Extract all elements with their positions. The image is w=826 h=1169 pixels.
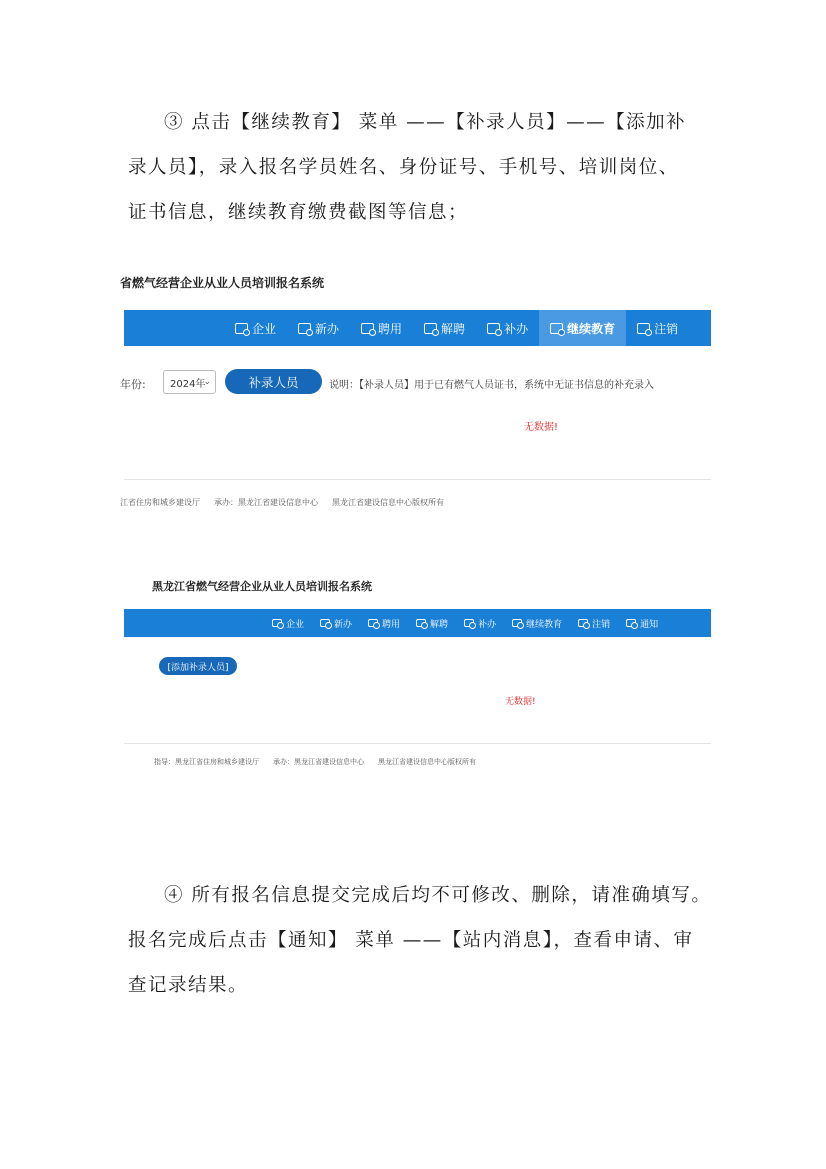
step4-line-3: 查记录结果。 (128, 975, 249, 996)
nav-label: 新办 (315, 321, 340, 336)
nav-label: 注销 (654, 321, 679, 336)
footer-guide: 指导：黑龙江省住房和城乡建设厅 (154, 758, 259, 766)
nav-label: 继续教育 (526, 619, 563, 630)
nav-item-reissue[interactable] (476, 310, 539, 346)
screenshot-continuing-education (120, 265, 711, 515)
nav-icon (368, 619, 378, 627)
nav-label: 新办 (334, 619, 353, 630)
nav-icon (424, 323, 437, 334)
nav-item-notice[interactable] (618, 609, 666, 637)
nav-item-cancel[interactable] (570, 609, 618, 637)
nav-item-hire[interactable] (360, 609, 408, 637)
instruction-step-4 (128, 873, 713, 1008)
step3-line-1: ③ 点击【继续教育】 菜单 ——【补录人员】——【添加补 (164, 112, 687, 133)
nav-item-reissue[interactable] (456, 609, 504, 637)
footer-copyright: 黑龙江省建设信息中心版权所有 (332, 498, 444, 507)
footer-organizer: 承办：黑龙江省建设信息中心 (273, 758, 364, 766)
nav-item-continuing-education[interactable] (539, 310, 626, 346)
nav-icon (637, 323, 650, 334)
nav-label: 解聘 (430, 619, 449, 630)
nav-label: 继续教育 (567, 321, 616, 336)
nav-icon (416, 619, 426, 627)
footer (154, 757, 476, 767)
no-data-message: 无数据! (505, 697, 536, 707)
footer-guide: 江省住房和城乡建设厅 (120, 498, 200, 507)
nav-label: 通知 (640, 619, 659, 630)
nav-label: 企业 (286, 619, 305, 630)
nav-label: 聘用 (378, 321, 403, 336)
year-label: 年份: (120, 378, 146, 391)
nav-item-hire[interactable] (350, 310, 413, 346)
nav-label: 解聘 (441, 321, 466, 336)
add-person-button[interactable]: 补录人员 (225, 369, 322, 394)
step3-line-2: 录人员】，录入报名学员姓名、身份证号、手机号、培训岗位、 (128, 157, 679, 178)
step3-line-3: 证书信息，继续教育缴费截图等信息； (128, 202, 469, 223)
main-nav (124, 609, 711, 637)
main-nav (124, 310, 711, 346)
nav-icon (487, 323, 500, 334)
divider (124, 479, 711, 480)
nav-item-continuing-education[interactable] (504, 609, 570, 637)
nav-icon (272, 619, 282, 627)
nav-icon (626, 619, 636, 627)
description-text: 说明：【补录人员】用于已有燃气人员证书，系统中无证书信息的补充录入 (329, 380, 654, 391)
nav-icon (512, 619, 522, 627)
nav-item-enterprise[interactable] (224, 310, 287, 346)
nav-icon (320, 619, 330, 627)
screenshot-add-supplement (124, 571, 711, 771)
footer (120, 497, 444, 508)
instruction-step-3 (128, 100, 713, 235)
nav-icon (235, 323, 248, 334)
nav-item-dismiss[interactable] (408, 609, 456, 637)
nav-label: 企业 (252, 321, 277, 336)
nav-icon (550, 323, 563, 334)
nav-label: 聘用 (382, 619, 401, 630)
year-select-value: 2024年 (170, 378, 206, 390)
nav-icon (298, 323, 311, 334)
nav-item-new[interactable] (287, 310, 350, 346)
chevron-down-icon: ⌄ (203, 377, 211, 387)
nav-item-cancel[interactable] (626, 310, 689, 346)
nav-icon (464, 619, 474, 627)
nav-icon (361, 323, 374, 334)
system-title: 黑龙江省燃气经营企业从业人员培训报名系统 (152, 580, 372, 593)
footer-organizer: 承办：黑龙江省建设信息中心 (214, 498, 318, 507)
step4-line-2: 报名完成后点击【通知】 菜单 ——【站内消息】，查看申请、审 (128, 930, 694, 951)
footer-copyright: 黑龙江省建设信息中心版权所有 (378, 758, 476, 766)
nav-label: 补办 (504, 321, 529, 336)
year-select[interactable] (163, 370, 216, 394)
add-supplement-button[interactable]: [添加补录人员] (159, 657, 237, 675)
nav-item-dismiss[interactable] (413, 310, 476, 346)
nav-label: 补办 (478, 619, 497, 630)
system-title: 省燃气经营企业从业人员培训报名系统 (120, 276, 325, 290)
divider (124, 743, 711, 744)
nav-item-enterprise[interactable] (264, 609, 312, 637)
nav-label: 注销 (592, 619, 611, 630)
nav-item-new[interactable] (312, 609, 360, 637)
step4-line-1: ④ 所有报名信息提交完成后均不可修改、删除，请准确填写。 (164, 885, 712, 906)
no-data-message: 无数据! (524, 422, 559, 433)
nav-icon (578, 619, 588, 627)
